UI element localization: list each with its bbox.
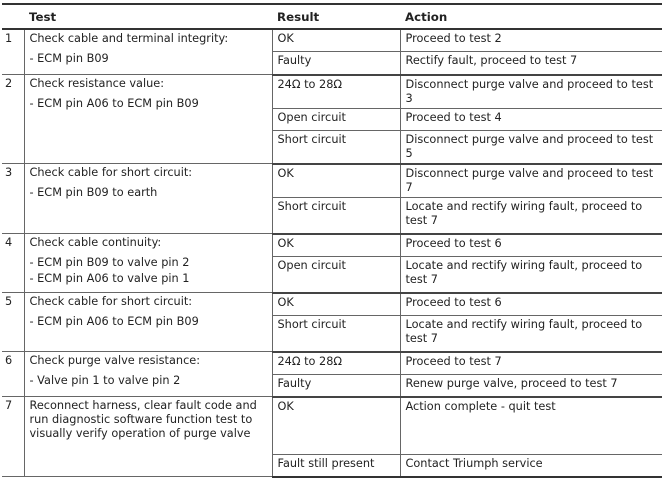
result-cell: Short circuit (272, 197, 400, 234)
test-detail: - Valve pin 1 to valve pin 2 (29, 374, 181, 387)
table-row (2, 293, 662, 316)
table-row (2, 352, 662, 375)
test-step: Check cable continuity: (29, 236, 162, 249)
result-cell: Open circuit (272, 256, 400, 293)
test-detail: - ECM pin B09 to valve pin 2 (29, 256, 190, 269)
result-cell: Short circuit (272, 130, 400, 164)
test-number: 6 (2, 352, 24, 397)
test-detail: - ECM pin B09 to earth (29, 186, 158, 199)
test-detail: - ECM pin B09 (29, 52, 109, 65)
test-description (24, 352, 272, 397)
result-cell: 24Ω to 28Ω (272, 75, 400, 109)
result-cell: OK (272, 164, 400, 198)
test-step: Check cable for short circuit: (29, 166, 193, 179)
action-cell: Contact Triumph service (400, 454, 662, 477)
test-detail: - ECM pin A06 to ECM pin B09 (29, 97, 199, 110)
action-cell: Locate and rectify wiring fault, proceed to test 7 (400, 256, 662, 293)
table-row (2, 234, 662, 257)
action-cell: Renew purge valve, proceed to test 7 (400, 374, 662, 397)
test-number: 4 (2, 234, 24, 293)
test-description (24, 293, 272, 352)
header-result: Result (272, 4, 400, 29)
result-cell: OK (272, 293, 400, 316)
header-action: Action (400, 4, 662, 29)
result-cell: Faulty (272, 52, 400, 75)
test-step: Check cable for short circuit: (29, 295, 193, 308)
test-detail: - ECM pin A06 to ECM pin B09 (29, 315, 199, 328)
test-step: Check resistance value: (29, 77, 165, 90)
table-row (2, 397, 662, 455)
header-test: Test (24, 4, 272, 29)
result-cell: OK (272, 29, 400, 52)
result-cell: Short circuit (272, 315, 400, 352)
action-cell: Action complete - quit test (400, 397, 662, 455)
table-row (2, 29, 662, 52)
test-number: 5 (2, 293, 24, 352)
test-description (24, 75, 272, 164)
result-cell: Open circuit (272, 108, 400, 130)
result-cell: Faulty (272, 374, 400, 397)
result-cell: 24Ω to 28Ω (272, 352, 400, 375)
action-cell: Locate and rectify wiring fault, proceed to test 7 (400, 197, 662, 234)
action-cell: Proceed to test 4 (400, 108, 662, 130)
test-step: Check cable and terminal integrity: (29, 32, 229, 45)
action-cell: Proceed to test 2 (400, 29, 662, 52)
header-row (2, 4, 662, 29)
action-cell: Disconnect purge valve and proceed to test 3 (400, 75, 662, 109)
test-detail: - ECM pin A06 to valve pin 1 (29, 272, 190, 285)
test-description: Reconnect harness, clear fault code and run diagnostic software function test to visually verify operation of purge valve (24, 397, 272, 477)
test-step: Check purge valve resistance: (29, 354, 201, 367)
action-cell: Proceed to test 6 (400, 234, 662, 257)
action-cell: Locate and rectify wiring fault, proceed to test 7 (400, 315, 662, 352)
test-number: 3 (2, 164, 24, 234)
action-cell: Disconnect purge valve and proceed to test 7 (400, 164, 662, 198)
action-cell: Proceed to test 6 (400, 293, 662, 316)
result-cell: OK (272, 234, 400, 257)
test-description (24, 29, 272, 75)
result-cell: OK (272, 397, 400, 455)
action-cell: Rectify fault, proceed to test 7 (400, 52, 662, 75)
test-description (24, 234, 272, 293)
table-row (2, 164, 662, 198)
result-cell: Fault still present (272, 454, 400, 477)
action-cell: Proceed to test 7 (400, 352, 662, 375)
test-number: 2 (2, 75, 24, 164)
header-number (2, 4, 24, 29)
test-description (24, 164, 272, 234)
test-number: 1 (2, 29, 24, 75)
test-number: 7 (2, 397, 24, 477)
action-cell: Disconnect purge valve and proceed to test 5 (400, 130, 662, 164)
diagnostic-test-table (2, 3, 662, 478)
table-row (2, 75, 662, 109)
